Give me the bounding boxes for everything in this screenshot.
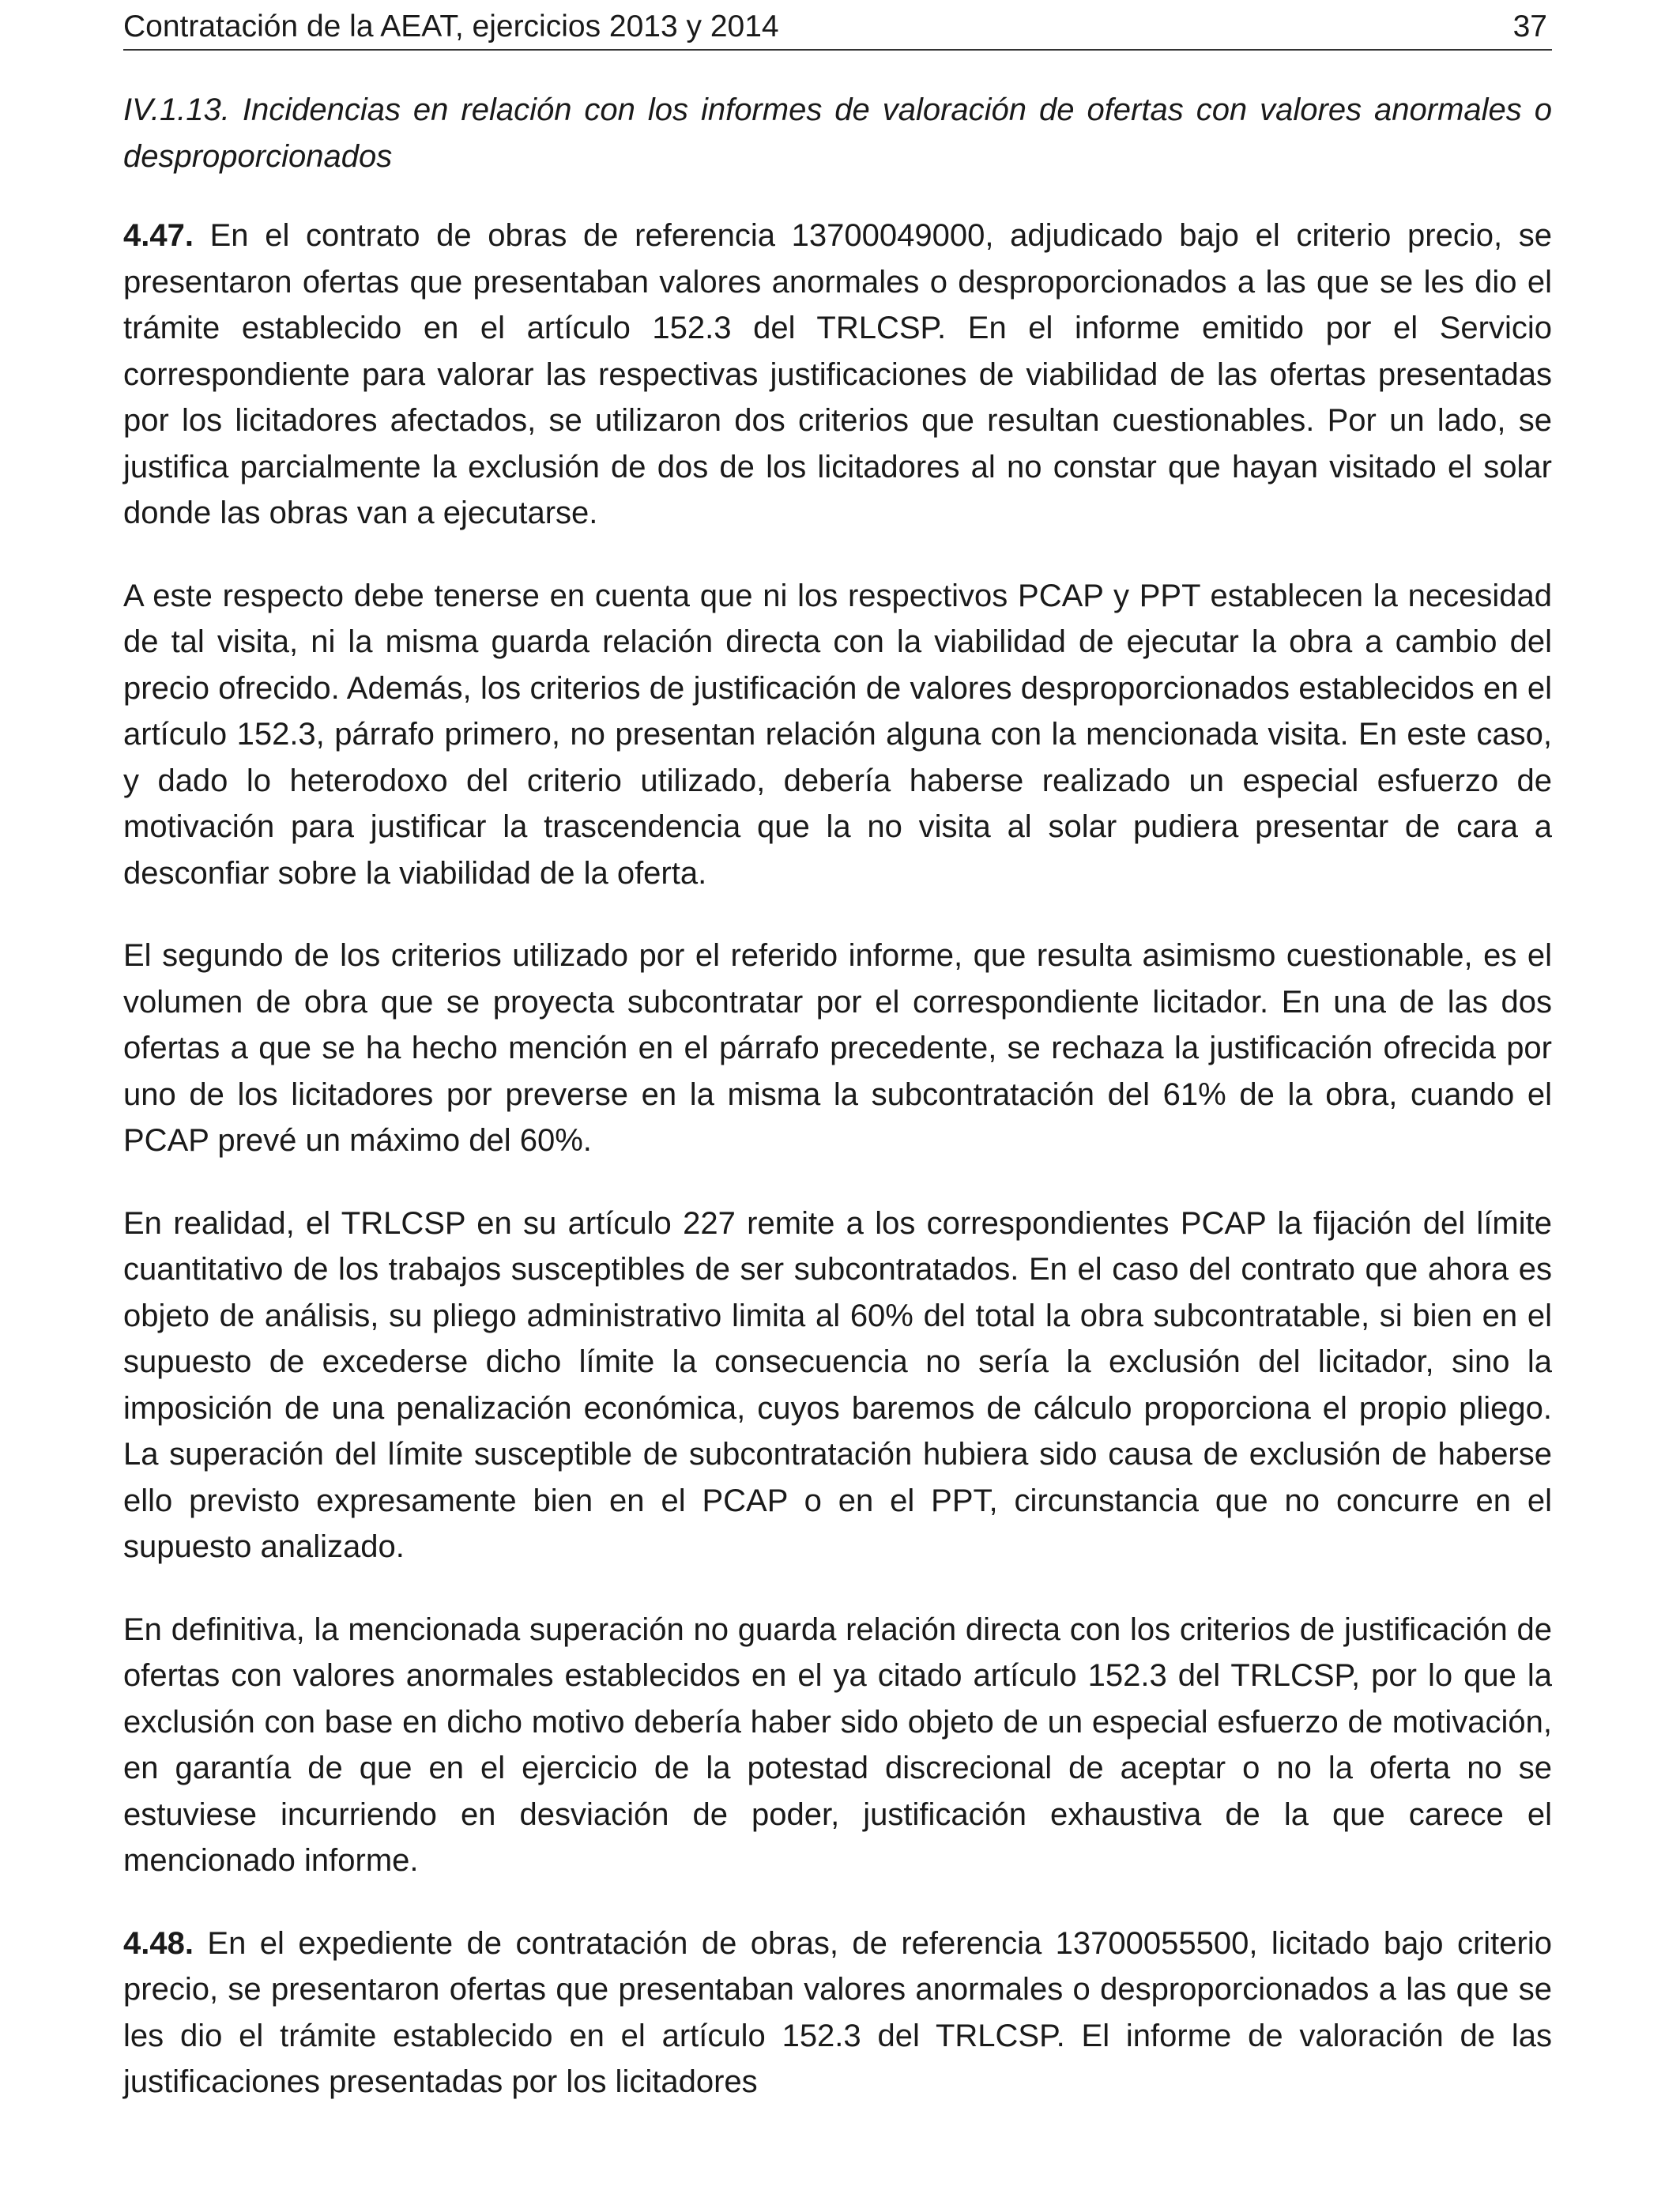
paragraph-4-47 bbox=[123, 213, 1552, 537]
paragraph: A este respecto debe tenerse en cuenta que ni los respectivos PCAP y PPT establecen la necesidad de tal visita, ni la misma guarda relación directa con la viabilidad de ejecutar la obra a cambio del precio ofrecido. Además, los criterios de justificación de valores desproporcionados establecidos en el artículo 152.3, párrafo primero, no presentan relación alguna con la mencionada visita. En este caso, y dado lo heterodoxo del criterio utilizado, debería haberse realizado un especial esfuerzo de motivación para justificar la trascendencia que la no visita al solar pudiera presentar de cara a desconfiar sobre la viabilidad de la oferta. bbox=[123, 578, 1552, 891]
paragraph-number: 4.47. bbox=[123, 218, 194, 253]
page-number: 37 bbox=[1512, 9, 1547, 43]
paragraph-4-48 bbox=[123, 1921, 1552, 2105]
page-header bbox=[123, 5, 1552, 51]
paragraph-text: En el contrato de obras de referencia 13700049000, adjudicado bajo el criterio precio, se presentaron ofertas que presentaban valores anormales o desproporcionados a las que se les dio el trámite establecido en el artículo 152.3 del TRLCSP. En el informe emitido por el Servicio correspondiente para valorar las respectivas justificaciones de viabilidad de las ofertas presentadas por los licitadores afectados, se utilizaron dos criterios que resultan cuestionables. Por un lado, se justifica parcialmente la exclusión de dos de los licitadores al no constar que hayan visitado el solar donde las obras van a ejecutarse. bbox=[123, 218, 1552, 530]
paragraph-text: En el expediente de contratación de obras, de referencia 13700055500, licitado bajo criterio precio, se presentaron ofertas que presentaban valores anormales o desproporcionados a las que se les dio el trámite establecido en el artículo 152.3 del TRLCSP. El informe de valoración de las justificaciones presentadas por los licitadores bbox=[123, 1925, 1552, 2099]
section-title: IV.1.13. Incidencias en relación con los informes de valoración de ofertas con valores anormales o desproporcionados bbox=[123, 92, 1552, 174]
header-title: Contratación de la AEAT, ejercicios 2013 y 2014 bbox=[123, 9, 779, 43]
document-body bbox=[123, 87, 1552, 2142]
paragraph: En realidad, el TRLCSP en su artículo 227 remite a los correspondientes PCAP la fijación del límite cuantitativo de los trabajos susceptibles de ser subcontratados. En el caso del contrato que ahora es objeto de análisis, su pliego administrativo limita al 60% del total la obra subcontratable, si bien en el supuesto de excederse dicho límite la consecuencia no sería la exclusión del licitador, sino la imposición de una penalización económica, cuyos baremos de cálculo proporciona el propio pliego. La superación del límite susceptible de subcontratación hubiera sido causa de exclusión de haberse ello previsto expresamente bien en el PCAP o en el PPT, circunstancia que no concurre en el supuesto analizado. bbox=[123, 1205, 1552, 1564]
paragraph-number: 4.48. bbox=[123, 1925, 194, 1961]
paragraph: En definitiva, la mencionada superación no guarda relación directa con los criterios de justificación de ofertas con valores anormales establecidos en el ya citado artículo 152.3 del TRLCSP, por lo que la exclusión con base en dicho motivo debería haber sido objeto de un especial esfuerzo de motivación, en garantía de que en el ejercicio de la potestad discrecional de aceptar o no la oferta no se estuviese incurriendo en desviación de poder, justificación exhaustiva de la que carece el mencionado informe. bbox=[123, 1612, 1552, 1878]
paragraph: El segundo de los criterios utilizado por el referido informe, que resulta asimismo cuestionable, es el volumen de obra que se proyecta subcontratar por el correspondiente licitador. En una de las dos ofertas a que se ha hecho mención en el párrafo precedente, se rechaza la justificación ofrecida por uno de los licitadores por preverse en la misma la subcontratación del 61% de la obra, cuando el PCAP prevé un máximo del 60%. bbox=[123, 938, 1552, 1158]
